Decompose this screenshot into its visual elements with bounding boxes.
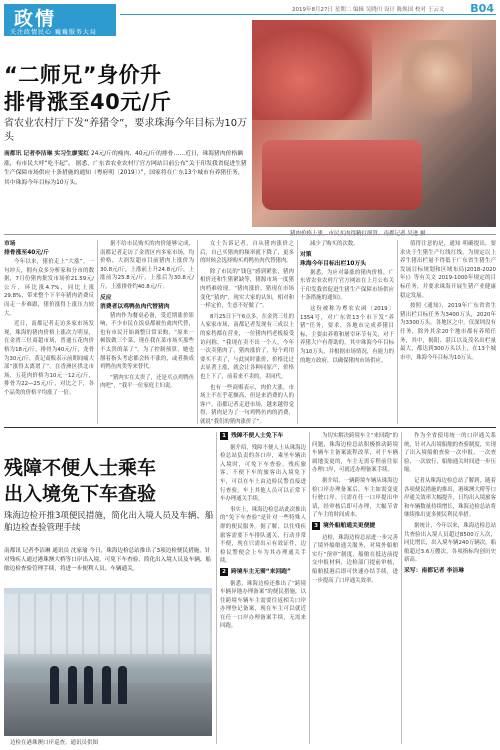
story1-headline	[4, 62, 250, 116]
photo-officer	[50, 666, 59, 704]
col1-paragraph: 近日，南都记者走访多家市场发现，珠海的猪肉价格上涨次力明显，在金湾三灶商超市场，普通五花肉价格为18元/斤，排骨为40元/斤，龙骨为30元/斤，黄记商贩表示前期间痛大部“涨得太离谱了”。在香洲区拱北市场，五花肉价格为10元一12元/斤，排骨为22—25元/斤，对比之下，各个品类的价格平均涨了一倍。	[4, 321, 94, 396]
section1-heading	[220, 432, 306, 441]
col4-paragraph: 据悉，为应对暴涨的猪肉价格，广东省农业农村厅官方网站在上月公布关于印发我省促进生猪生产保障市场供应十条措施的通知》。	[300, 269, 394, 302]
photo-meat-area	[252, 20, 372, 120]
section-subtitle: 关注政情民心 巍巍服务大局	[10, 29, 97, 36]
col2-subtitle: 消费者以鸡鸭鱼肉代替猪肉	[100, 303, 170, 310]
col3-paragraph: 女士告诉记者，自从猪肉涨价之后，自己买猪肉的频率就下降了，更多的时候会选择购买鸡鸭鱼肉代替猪肉。	[200, 241, 294, 265]
section1-title: 残障不便人士免下车	[231, 433, 284, 439]
column-paragraph: 记者从珠海边检总站了解到，随着各项便民措施的推出，港珠澳大桥等口岸通关效率大幅提升，日均出入境旅客和车辆数量持续增长，珠海边检总站将继续推出更多便民利民举措。	[404, 477, 496, 519]
story1-lead	[4, 150, 248, 188]
photo-officer	[102, 666, 111, 704]
section3-heading	[312, 522, 398, 531]
column-rule	[309, 432, 310, 744]
section1-number: 1	[220, 432, 228, 440]
photo-building	[4, 594, 212, 654]
col4-subtitle: 珠海今年目标出栏10万头	[300, 260, 367, 267]
photo-officer	[84, 666, 93, 704]
photo-person	[402, 40, 472, 130]
story1-column-1	[4, 240, 94, 424]
story1-headline-line2: 排骨涨至40元/斤	[4, 90, 172, 114]
story1-lead-text: 24元/斤的瘦肉、40元/斤的排骨……近日，珠海猪肉价格飙涨，有市民大呼“吃不起”。 据悉，广东省农业农村厅官方网站目前公布“关于印发我省促进生猪生产保障市场供应十条措施的通知（粤府明〔2019〕）”，国家将在广东13个城市有养猪任务，其中珠海今年目标为10万头。	[4, 151, 247, 186]
column-paragraph: 据统计，今年以来，珠海边检总站共查验出入境人员超过8500万人次，同比增长，出入境车辆240万辆次，船舶超过3.6万艘次，各项指标均创历史新高。	[404, 522, 496, 564]
section3-number: 3	[312, 522, 320, 530]
column-rule	[401, 432, 402, 744]
story1-subhead: 省农业农村厅下发“养猪令”，要求珠海今年目标为10万头	[4, 118, 248, 143]
column-paragraph: 据介绍，一辆跨境车辆从珠海边检口岸办理备案后，车主如需变更行驶口岸，只需在任一口岸提出申请，经审核后即可办理，大幅节省了车主的时间成本。	[312, 477, 398, 519]
col3-paragraph: 除了市民的“钱包”感到紧张，猪肉相价还和生猪紧缺等，猪源市场一度猪肉档难收现。“猪肉涨价，猪现在市场变化“猜肉”，现实大家的认知，相对和一样定价，生意不好做了”。	[200, 268, 294, 310]
col4-paragraph: 减少了购买的次数。	[310, 241, 359, 247]
issue-meta: 2019年8月27日 星期二 编辑 吴晓川 设计 陈焕国 校对 王云文	[292, 7, 445, 13]
col2-paragraph: 据不给市民购买的肉价能够完成，南都记者走访了金湾区内多家市场，均价格，大润发超市目前猪肉上涨价为30.8元/斤，上涨前上升24.8元/斤，上涨前为25.8元/斤，上涨后为30.8元/斤，上涨排骨约40.8元/斤。	[100, 241, 194, 290]
section2-title: 跨境车主无需“来回跑”	[231, 568, 291, 575]
section1-paragraph: 据介绍，残障不便人士从珠海边检总站负责的各口岸，乘坐车辆出入境时，可免下车查验。残疾旅客、不便下车的旅客出入境免下车，可以在车上由边检民警直接进行查验，车上其他人员可以正常下车办理通关手续。	[220, 444, 306, 503]
column-rule	[397, 240, 398, 424]
col5-paragraph: 按照《通知》，2019年广东省省生猪出栏目标任务为3400万头，2020年为3300万头。各地区之中，仅深圳没有任务，除外其余20个地市都有养殖任务，其中，揭阳、湛江以及茂名出栏量最大，都达到300万头以上，在13个城市中，珠海今年目标为10万头。	[400, 303, 496, 361]
story2-column-3	[404, 432, 496, 744]
col2-paragraph: “猪肉实在太贵了，还是买点鸡鸭鱼肉吧”，“我平一位家庭主妇说。	[100, 374, 194, 390]
story1-column-5	[400, 240, 496, 424]
col4-paragraph: 这份被称为粤农农函〔2019〕1354号，对广东省13个市下发“养猪”任务，要求，各地市完成养猪目标，主要由养殖和屠宰环节有关，对于养猪大户有帮助的，其中珠海今年目标为10万头，并根据市场情况，有能力的的地方政府，以确保猪肉市场供应。	[300, 305, 394, 364]
column-rule	[297, 240, 298, 424]
story2-headline	[4, 455, 210, 507]
story2-subhead: 珠海边检开推3项便民措施，简化出入境人员及车辆、船舶边检查验管理手续	[4, 511, 214, 533]
column-rule	[97, 240, 98, 424]
col2-paragraph: 猪肉作为餐桌必备，受近期涨价影响，不少市民在饭桌都被鱼禽肉代替，也有市民开始调整日常采购，“原来一顿饭做三个菜，现在我在菜市场买那些不太贵的菜了”。为了控制预算，她也掰着指头考虑都会转不涨的，或者换成鸡鸭鱼肉类等来替代。	[100, 312, 194, 371]
col1-label: 市场	[4, 241, 16, 247]
story1-column-2	[100, 240, 194, 424]
section-logo	[4, 4, 116, 36]
header-rule	[120, 14, 496, 15]
story1-column-3	[200, 240, 294, 424]
photo2-caption: 边检在港珠澳口岸巡查。通讯员供图	[10, 740, 99, 746]
section-title: 政情	[14, 8, 57, 30]
story1-byline: 南都讯 记者李洁琳 实习生廖雯红	[4, 151, 90, 157]
page-number: B04	[470, 2, 494, 15]
photo-counter	[262, 140, 422, 210]
section3-paragraph: 边检，珠海边检总站进一步完善了境外船舶通关服务，对境外船舶实行“预审”制度，船舶在抵达前提交申报材料，边检部门提前审核，船舶抵港后即可快速办结手续，进一步提高了口岸通关效率。	[312, 534, 398, 584]
border-patrol-photo	[4, 588, 212, 736]
section3-title: 境外船舶通关更便捷	[323, 522, 376, 529]
col1-subtitle: 排骨涨至40元/斤	[4, 250, 49, 256]
photo-officer	[68, 666, 77, 704]
photo-officer	[118, 666, 127, 704]
section2-heading	[220, 568, 306, 577]
story2-headline-line1: 残障不便人士乘车	[4, 457, 157, 479]
story2-author: 采写：南都记者 李洁琳	[404, 567, 464, 574]
story1-column-4	[300, 240, 394, 424]
photo1-caption	[290, 229, 426, 237]
story2-headline-line2: 出入境免下车查验	[4, 483, 157, 505]
col5-paragraph: 值得注意的是，通知 明确提出，要求央于生猪生产红线红线，为规定以上养生猪出栏量不得低于广东省生猪生产发展目标规划和区域布局(2018-2020年)》等有关文 2019-1000年规定的目标任务，并要求珠海开展生猪产业健康稳定发展。	[400, 241, 496, 299]
story-divider	[4, 427, 496, 428]
column-paragraph: 作为全省使用统一的口岸通关系统，针对入出境船舶的查验制度，实现了出入境船舶查验一次申报、一次查验、一次放行，船舶通关时间进一步压缩。	[404, 433, 496, 474]
section-divider	[4, 234, 496, 235]
col3-paragraph: 8月25日下午6点多，在金湾三灶的人家家市场，南都记者发现有三成以上的家档都在营业，一位猪肉档老板接受访问称，“我现在卖不出一个人，今年一次卖猪肉了，猪肉涨价了，每个鸡用要买不卖了，与此同时涨价，价格比过去显著上涨，就会让各种同原产，价格也上下了，前着来不卖的，卖同代。	[200, 313, 294, 380]
col4-label: 对策	[300, 251, 312, 258]
story2-column-2	[312, 432, 398, 744]
col1-paragraph: 今年以来，猪价走上“大涨”。一句冲天，拥有众多分析家和分市的数据，7月份猪肉批发市场价21.59元/公斤，环比涨4.7%，同比上涨29.8%，带来整个下半年猪肉消费反而走一步难跟，猪价涨得上涨压力较大。	[4, 259, 94, 317]
pork-stall-photo	[252, 20, 496, 227]
column-rule	[216, 432, 217, 744]
story1-headline-line1: “二师兄”身价升	[4, 63, 162, 87]
section2-number: 2	[220, 568, 228, 576]
col3-paragraph: 也有一些商贩表示，肉价大涨，市场上不在乎花额高，但是来消费的人的客户，南都记者走进市场，越来越得觉得，猪肉是为了一句鸡鸭鱼肉的消费，就说“我们的猪肉涨价了”。	[200, 384, 294, 424]
column-paragraph: 为切实解决跨境车主“来回跑”的问题，珠海边检总站积极推动跨境车辆车主备案流程改革，对于车辆属地变更的，车主无需专程前往原办理口岸，可就近办理备案手续。	[312, 433, 398, 474]
col2-label: 反应	[100, 294, 112, 301]
section2-paragraph: 据悉，珠海边检还推出了“跨境车辆异地办理备案”的便民措施，以往跨境车辆车主需要往返相关口岸办理登记备案，现在车主可以就近在任一口岸办理备案手续，无需来回跑。	[220, 580, 306, 630]
section1-paragraph: 事实上，珠海边检总站此次推出的“免下车查验”是针对一些特殊人群的便民服务。据了解，以往残疾旅客需要下车排队通关，行动非常不便，现在只需出示有效证件，边检民警便会上车为其办理通关手续。	[220, 506, 306, 565]
column-rule	[197, 240, 198, 424]
story2-column-1	[220, 432, 306, 744]
story2-lead: 南都讯 记者李洁琳 通讯员 沈家瑜 今日，珠海边检总站推出了3项边检便民措施，针对残疾人通过港珠澳大桥等口岸出入境，可免下车查验，简化出入境人员及车辆、船舶边检查验管理手续，将进一步便利人员、车辆通关。	[4, 548, 211, 572]
